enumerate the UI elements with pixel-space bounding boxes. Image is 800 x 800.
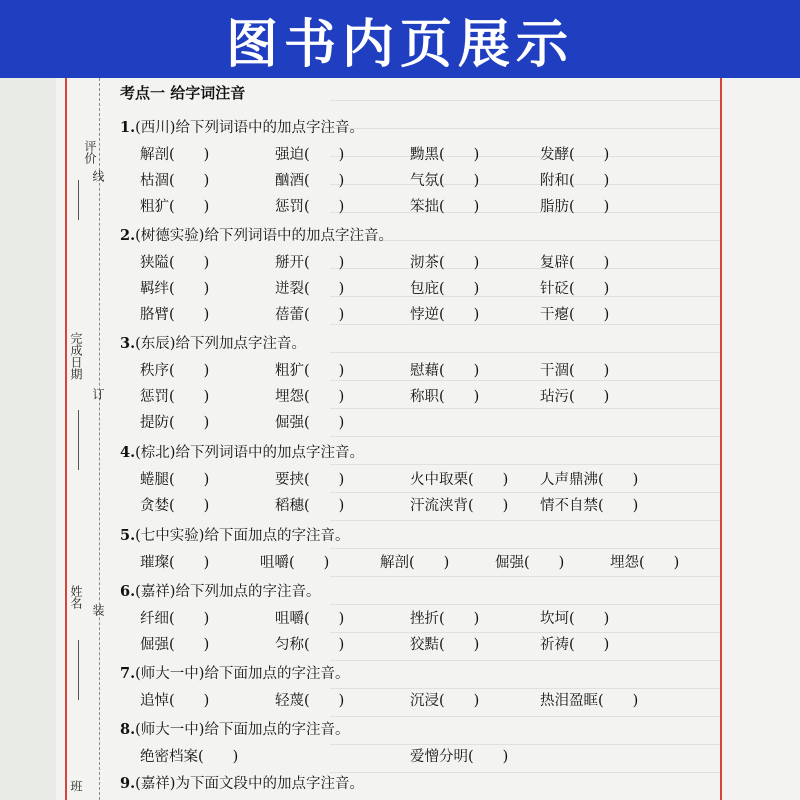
word-item: 干涸( ) — [540, 363, 610, 379]
word-item: 埋怨( ) — [275, 389, 345, 405]
answer-row — [140, 745, 740, 769]
word-item: 掰开( ) — [275, 255, 345, 271]
word-item: 粗犷( ) — [140, 199, 210, 215]
word-item: 纤细( ) — [140, 611, 210, 627]
section-title: 考点一 给字词注音 — [120, 84, 246, 102]
question-number: 8. — [120, 721, 136, 738]
margin-label-zhuang: 装 — [91, 604, 105, 616]
word-item: 汗流浃背( ) — [410, 498, 509, 514]
word-item: 匀称( ) — [275, 637, 345, 653]
word-item: 玷污( ) — [540, 389, 610, 405]
question-3 — [120, 332, 306, 353]
word-item: 璀璨( ) — [140, 555, 210, 571]
binding-margin — [0, 78, 56, 800]
word-item: 枯涸( ) — [140, 173, 210, 189]
word-item: 针砭( ) — [540, 281, 610, 297]
question-prompt: (七中实验)给下面加点的字注音。 — [135, 528, 350, 544]
word-item: 要挟( ) — [275, 472, 345, 488]
question-number: 6. — [120, 583, 136, 600]
word-item: 贪婪( ) — [140, 498, 210, 514]
question-1 — [120, 116, 364, 137]
question-7 — [120, 662, 349, 683]
question-prompt: (西川)给下列词语中的加点字注音。 — [135, 120, 364, 136]
date-line — [78, 410, 79, 470]
question-number: 9. — [120, 775, 136, 792]
question-number: 7. — [120, 665, 136, 682]
word-item: 蓓蕾( ) — [275, 307, 345, 323]
answer-row — [140, 411, 740, 435]
question-8 — [120, 718, 349, 739]
answer-row — [140, 303, 740, 327]
word-item: 追悼( ) — [140, 693, 210, 709]
evaluation-line — [78, 180, 79, 220]
word-item: 轻蔑( ) — [275, 693, 345, 709]
question-5 — [120, 524, 349, 545]
word-item: 迸裂( ) — [275, 281, 345, 297]
word-item: 沏茶( ) — [410, 255, 480, 271]
word-item: 强迫( ) — [275, 147, 345, 163]
answer-row — [140, 277, 740, 301]
word-item: 绝密档案( ) — [140, 749, 239, 765]
answer-row — [140, 359, 740, 383]
banner-title: 图书内页展示 — [225, 14, 574, 75]
word-item: 酗酒( ) — [275, 173, 345, 189]
question-2 — [120, 224, 393, 245]
word-item: 气氛( ) — [410, 173, 480, 189]
answer-row — [140, 468, 740, 492]
question-prompt: (师大一中)给下面加点的字注音。 — [135, 722, 350, 738]
word-item: 粗犷( ) — [275, 363, 345, 379]
answer-row — [140, 143, 740, 167]
margin-label-date: 完成日期 — [69, 332, 83, 380]
margin-label-class: 班 — [69, 780, 83, 792]
answer-row — [140, 195, 740, 219]
word-item: 埋怨( ) — [610, 555, 680, 571]
word-item: 人声鼎沸( ) — [540, 472, 639, 488]
word-item: 提防( ) — [140, 415, 210, 431]
question-prompt: (东辰)给下列加点字注音。 — [135, 336, 306, 352]
word-item: 惩罚( ) — [275, 199, 345, 215]
question-number: 2. — [120, 227, 136, 244]
question-number: 3. — [120, 335, 136, 352]
word-item: 沉浸( ) — [410, 693, 480, 709]
question-prompt: (嘉祥)为下面文段中的加点字注音。 — [135, 776, 364, 792]
word-item: 悖逆( ) — [410, 307, 480, 323]
word-item: 称职( ) — [410, 389, 480, 405]
word-item: 爱憎分明( ) — [410, 749, 509, 765]
word-item: 咀嚼( ) — [260, 555, 330, 571]
answer-row — [140, 633, 740, 657]
word-item: 挫折( ) — [410, 611, 480, 627]
word-item: 坎坷( ) — [540, 611, 610, 627]
word-item: 复辟( ) — [540, 255, 610, 271]
word-item: 秩序( ) — [140, 363, 210, 379]
question-6 — [120, 580, 320, 601]
answer-row — [140, 494, 740, 518]
margin-label-name: 姓名 — [69, 585, 83, 609]
word-item: 胳臂( ) — [140, 307, 210, 323]
word-item: 咀嚼( ) — [275, 611, 345, 627]
word-item: 解剖( ) — [380, 555, 450, 571]
word-item: 倔强( ) — [140, 637, 210, 653]
word-item: 附和( ) — [540, 173, 610, 189]
red-border-left — [65, 78, 67, 800]
word-item: 倔强( ) — [495, 555, 565, 571]
answer-row — [140, 251, 740, 275]
name-line — [78, 640, 79, 700]
word-item: 惩罚( ) — [140, 389, 210, 405]
question-prompt: (树德实验)给下列词语中的加点字注音。 — [135, 228, 393, 244]
margin-label-ding: 订 — [91, 388, 105, 400]
question-prompt: (师大一中)给下面加点的字注音。 — [135, 666, 350, 682]
answer-row — [140, 385, 740, 409]
question-9 — [120, 772, 364, 793]
answer-row — [140, 607, 740, 631]
word-item: 祈祷( ) — [540, 637, 610, 653]
word-item: 慰藉( ) — [410, 363, 480, 379]
word-item: 狭隘( ) — [140, 255, 210, 271]
question-number: 1. — [120, 119, 136, 136]
word-item: 黝黑( ) — [410, 147, 480, 163]
question-number: 5. — [120, 527, 136, 544]
word-item: 解剖( ) — [140, 147, 210, 163]
answer-row — [140, 689, 740, 713]
binding-cut-line — [99, 78, 100, 800]
word-item: 脂肪( ) — [540, 199, 610, 215]
header-banner — [0, 0, 800, 78]
word-item: 稻穗( ) — [275, 498, 345, 514]
question-prompt: (嘉祥)给下列加点的字注音。 — [135, 584, 321, 600]
question-number: 4. — [120, 444, 136, 461]
question-prompt: (棕北)给下列词语中的加点字注音。 — [135, 445, 364, 461]
word-item: 蜷腿( ) — [140, 472, 210, 488]
word-item: 热泪盈眶( ) — [540, 693, 639, 709]
word-item: 羁绊( ) — [140, 281, 210, 297]
word-item: 倔强( ) — [275, 415, 345, 431]
word-item: 包庇( ) — [410, 281, 480, 297]
margin-label-line: 线 — [91, 170, 105, 182]
answer-row — [140, 551, 740, 575]
question-4 — [120, 441, 364, 462]
word-item: 笨拙( ) — [410, 199, 480, 215]
word-item: 火中取栗( ) — [410, 472, 509, 488]
word-item: 狡黠( ) — [410, 637, 480, 653]
answer-row — [140, 169, 740, 193]
word-item: 干瘪( ) — [540, 307, 610, 323]
word-item: 情不自禁( ) — [540, 498, 639, 514]
margin-label-evaluation: 评价 — [83, 140, 97, 164]
word-item: 发酵( ) — [540, 147, 610, 163]
